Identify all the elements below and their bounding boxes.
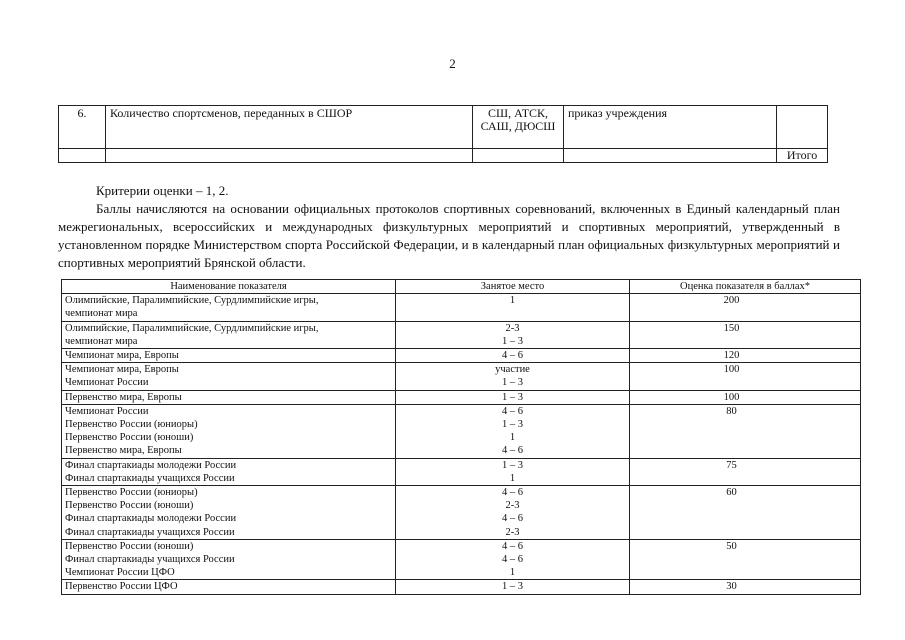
indicator-name: Первенство России (юноши)	[65, 500, 194, 512]
indicator-name-cell	[62, 404, 396, 458]
indicator-name: Первенство России (юниоры)	[65, 419, 198, 431]
score-value: 100	[630, 363, 861, 390]
place-value: 2-3	[505, 322, 520, 334]
table-row	[62, 349, 861, 363]
place-value: 1 – 3	[502, 459, 523, 471]
place-cell	[396, 486, 630, 540]
table-row	[62, 458, 861, 485]
place-cell	[396, 539, 630, 580]
place-cell	[396, 390, 630, 404]
table-row	[59, 106, 828, 149]
header-score: Оценка показателя в баллах*	[630, 280, 861, 294]
empty-cell	[473, 149, 564, 163]
indicator-name: Чемпионат России	[65, 405, 149, 417]
indicator-name: Первенство России (юноши)	[65, 540, 194, 552]
score-value: 100	[630, 390, 861, 404]
indicator-name: Чемпионат мира, Европы	[65, 364, 179, 376]
table-row	[62, 390, 861, 404]
indicator-name: Олимпийские, Паралимпийские, Сурдлимпийские игры,	[65, 295, 319, 307]
top-table	[58, 105, 828, 163]
table-row	[62, 363, 861, 390]
score-value: 120	[630, 349, 861, 363]
header-name: Наименование показателя	[62, 280, 396, 294]
table-row	[62, 486, 861, 540]
indicator-name: Финал спартакиады учащихся России	[65, 526, 235, 538]
place-value: 1 – 3	[502, 377, 523, 389]
place-value: 4 – 6	[502, 350, 523, 362]
place-value: 4 – 6	[502, 405, 523, 417]
indicator-name-cell	[62, 321, 396, 348]
score-value: 200	[630, 294, 861, 321]
indicator-name: Финал спартакиады учащихся России	[65, 554, 235, 566]
place-value: 1	[509, 567, 516, 579]
scoring-table-body	[62, 294, 861, 594]
indicator-name-cell	[62, 458, 396, 485]
indicator-name: Финал спартакиады учащихся России	[65, 472, 235, 484]
place-cell	[396, 458, 630, 485]
score-value: 50	[630, 539, 861, 580]
table-row	[62, 580, 861, 594]
indicator-name: Чемпионат России	[65, 377, 149, 389]
result-cell	[777, 106, 828, 149]
indicator-name-cell	[62, 390, 396, 404]
place-value: 1 – 3	[502, 419, 523, 431]
place-cell	[396, 404, 630, 458]
empty-cell	[59, 149, 106, 163]
indicator-name: Количество спортсменов, переданных в СШОР	[106, 106, 473, 149]
indicator-name: Первенство России (юниоры)	[65, 487, 198, 499]
indicator-name: Первенство мира, Европы	[65, 445, 182, 457]
header-row	[62, 280, 861, 294]
score-value: 80	[630, 404, 861, 458]
indicator-name-cell	[62, 539, 396, 580]
table-row	[62, 404, 861, 458]
place-value: 4 – 6	[502, 554, 523, 566]
place-cell	[396, 349, 630, 363]
indicator-name-cell	[62, 363, 396, 390]
indicator-name-cell	[62, 294, 396, 321]
indicator-name: Финал спартакиады молодежи России	[65, 513, 237, 525]
place-value: 1 – 3	[502, 581, 523, 593]
indicator-name-cell	[62, 486, 396, 540]
score-value: 30	[630, 580, 861, 594]
scoring-paragraph: Баллы начисляются на основании официальных протоколов спортивных соревнований, включенных в Единый календарный план межрегиональных, всероссийских и международных физкультурных мероприятий и спортивных мероприятий, утвержденный в установленном порядке Министерством спорта Российской Федерации, и в календарный план официальных физкультурных мероприятий и спортивных мероприятий Брянской области.	[58, 201, 840, 270]
indicator-name: Олимпийские, Паралимпийские, Сурдлимпийские игры,	[65, 322, 319, 334]
table-row-total	[59, 149, 828, 163]
place-value: участие	[495, 364, 530, 376]
indicator-name: Чемпионат России ЦФО	[65, 567, 175, 579]
place-value: 4 – 6	[502, 513, 523, 525]
indicator-name: Чемпионат мира, Европы	[65, 350, 179, 362]
place-value: 1	[509, 295, 516, 307]
table-row	[62, 321, 861, 348]
score-value: 75	[630, 458, 861, 485]
indicator-name: Первенство мира, Европы	[65, 391, 182, 403]
place-cell	[396, 580, 630, 594]
indicator-name-cell	[62, 580, 396, 594]
row-number: 6.	[59, 106, 106, 149]
institution-type: СШ, АТСК, САШ, ДЮСШ	[473, 106, 564, 149]
place-value: 4 – 6	[502, 487, 523, 499]
indicator-name-cell	[62, 349, 396, 363]
table-row	[62, 294, 861, 321]
page-number: 2	[449, 56, 456, 71]
indicator-name: Финал спартакиады молодежи России	[65, 459, 237, 471]
place-value: 2-3	[505, 500, 520, 512]
place-value: 2-3	[505, 526, 520, 538]
place-value: 4 – 6	[502, 540, 523, 552]
place-value: 1 – 3	[502, 391, 523, 403]
place-value: 4 – 6	[502, 445, 523, 457]
table-row	[62, 539, 861, 580]
place-value: 1	[509, 472, 516, 484]
score-value: 60	[630, 486, 861, 540]
place-value: 1	[509, 432, 516, 444]
place-value: 1 – 3	[502, 335, 523, 347]
basis-document: приказ учреждения	[564, 106, 777, 149]
criteria-line: Критерии оценки – 1, 2.	[96, 183, 229, 198]
place-cell	[396, 321, 630, 348]
indicator-name: Первенство России (юноши)	[65, 432, 194, 444]
empty-cell	[106, 149, 473, 163]
indicator-name: чемпионат мира	[65, 308, 138, 320]
empty-cell	[564, 149, 777, 163]
score-value: 150	[630, 321, 861, 348]
header-place: Занятое место	[396, 280, 630, 294]
total-label: Итого	[777, 149, 828, 163]
place-cell	[396, 363, 630, 390]
place-cell	[396, 294, 630, 321]
text-block	[58, 182, 840, 272]
indicator-name: Первенство России ЦФО	[65, 581, 178, 593]
scoring-table	[61, 279, 861, 595]
indicator-name: чемпионат мира	[65, 335, 138, 347]
